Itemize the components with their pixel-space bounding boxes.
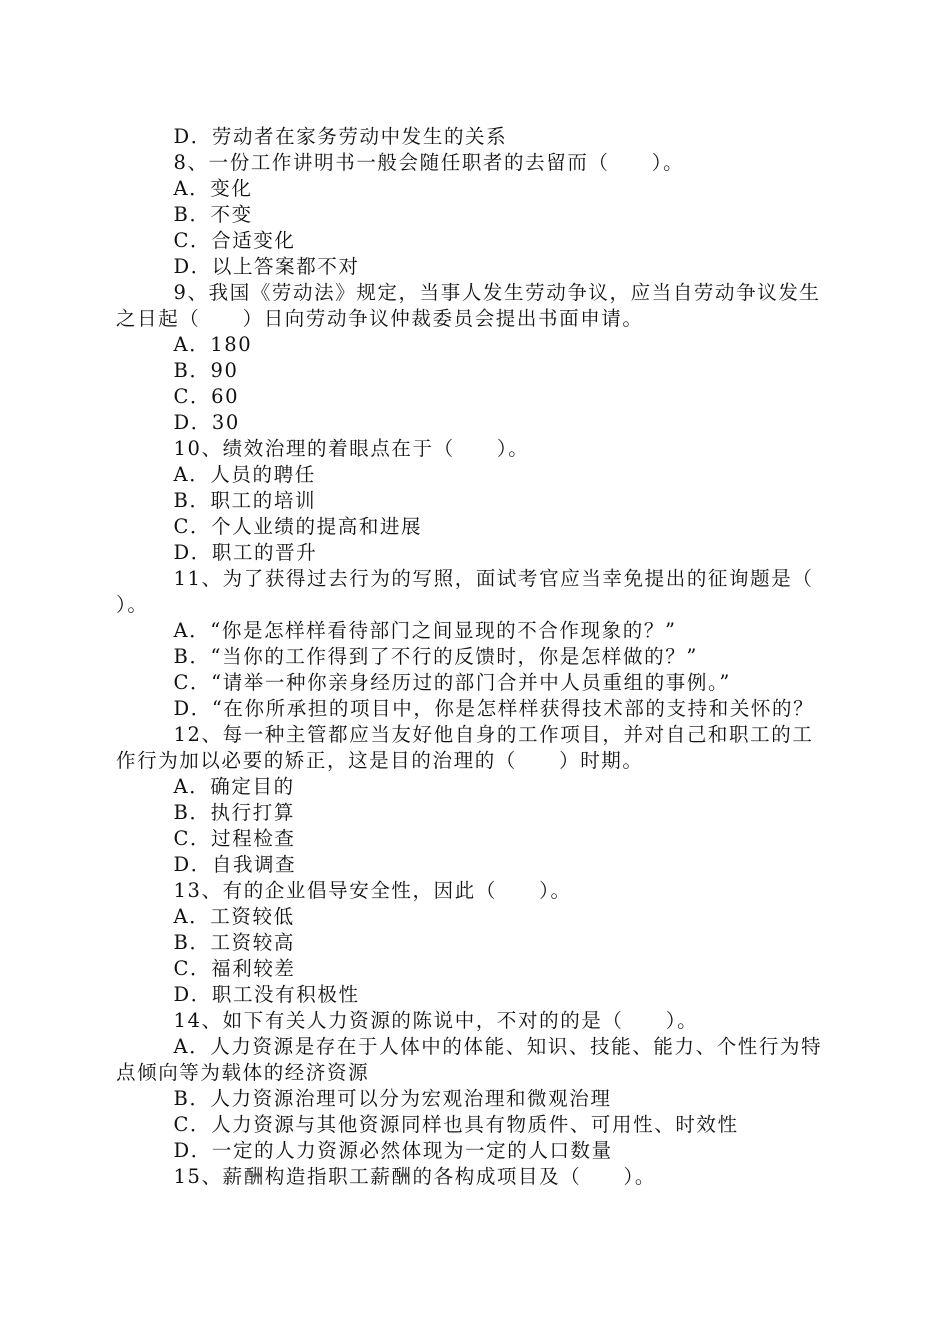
option-line: B．职工的培训 <box>173 489 317 512</box>
option-line: D．职工没有积极性 <box>173 983 360 1006</box>
question-10: 10、绩效治理的着眼点在于（ ）。 <box>173 437 530 460</box>
option-line: C．个人业绩的提高和进展 <box>173 515 423 538</box>
document-body <box>116 124 856 1190</box>
option-line: D．职工的晋升 <box>173 541 318 564</box>
question-11: 11、为了获得过去行为的写照，面试考官应当幸免提出的征询题是（ ）。 <box>116 567 856 616</box>
option-line: D．一定的人力资源必然体现为一定的人口数量 <box>173 1139 613 1162</box>
question-9: 9、我国《劳动法》规定，当事人发生劳动争议，应当自劳动争议发生之日起（ ）日向劳动争议仲裁委员会提出书面申请。 <box>116 281 821 330</box>
option-line: A．工资较低 <box>173 905 295 928</box>
option-line: B．“当你的工作得到了不行的反馈时，你是怎样做的？” <box>173 645 698 668</box>
option-line: C．人力资源与其他资源同样也具有物质件、可用性、时效性 <box>173 1113 739 1136</box>
option-line: C．“请举一种你亲身经历过的部门合并中人员重组的事例。” <box>173 671 731 694</box>
option-line: C．合适变化 <box>173 229 296 252</box>
option-line: B．90 <box>173 359 239 382</box>
option-line: A．180 <box>173 333 253 356</box>
option-line: C．福利较差 <box>173 957 296 980</box>
option-line: D．“在你所承担的项目中，你是怎样样获得技术部的支持和关怀的？ <box>173 697 815 720</box>
question-8: 8、一份工作讲明书一般会随任职者的去留而（ ）。 <box>173 151 685 174</box>
option-line: D．30 <box>173 411 240 434</box>
text-line: D．劳动者在家务劳动中发生的关系 <box>173 125 508 148</box>
option-line: C．60 <box>173 385 240 408</box>
option-line: A．变化 <box>173 177 253 200</box>
option-line: B．不变 <box>173 203 253 226</box>
option-line: B．人力资源治理可以分为宏观治理和微观治理 <box>173 1087 612 1110</box>
question-13: 13、有的企业倡导安全性，因此（ ）。 <box>173 879 572 902</box>
question-12: 12、每一种主管都应当友好他自身的工作项目，并对自己和职工的工作行为加以必要的矫正，这是目的治理的（ ）时期。 <box>116 723 814 772</box>
option-line: B．工资较高 <box>173 931 295 954</box>
option-line: D．自我调查 <box>173 853 297 876</box>
question-15: 15、薪酬构造指职工薪酬的各构成项目及（ ）。 <box>173 1165 656 1188</box>
option-line: D．以上答案都不对 <box>173 255 360 278</box>
question-14: 14、如下有关人力资源的陈说中，不对的的是（ ）。 <box>173 1009 699 1032</box>
option-line: A．确定目的 <box>173 775 295 798</box>
option-line: B．执行打算 <box>173 801 295 824</box>
option-line: A．“你是怎样样看待部门之间显现的不合作现象的？” <box>173 619 677 642</box>
option-line: A．人员的聘任 <box>173 463 316 486</box>
option-line: A．人力资源是存在于人体中的体能、知识、技能、能力、个性行为特点倾向等为载体的经济资源 <box>116 1035 823 1084</box>
option-line: C．过程检查 <box>173 827 296 850</box>
